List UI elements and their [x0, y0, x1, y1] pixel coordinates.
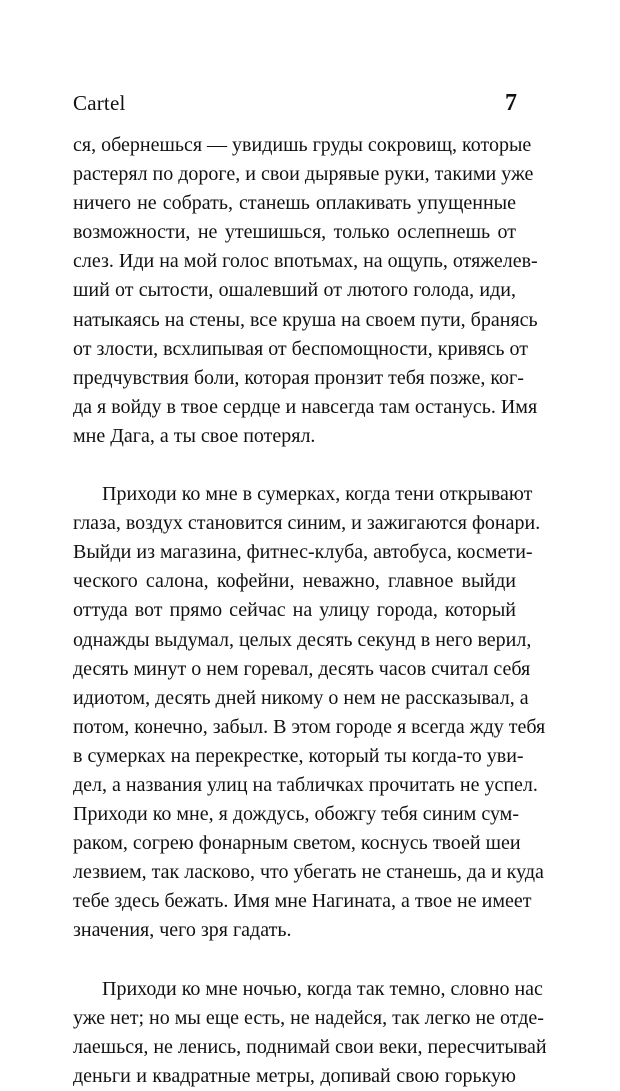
paragraph-2 [73, 480, 546, 946]
text-line: тебе здесь бежать. Имя мне Нагината, а твое не имеет [73, 890, 532, 913]
text-line: Приходи ко мне в сумерках, когда тени открывают [102, 483, 533, 506]
text-line: возможности, не утешишься, только ослепнешь от [73, 221, 516, 244]
text-line: ничего не собрать, станешь оплакивать упущенные [73, 192, 516, 215]
text-line: идиотом, десять дней никому о нем не рассказывал, а [73, 686, 529, 709]
text-line: в сумерках на перекрестке, который ты когда-то уви- [73, 744, 524, 767]
text-line: дел, а названия улиц на табличках прочитать не успел. [73, 773, 538, 796]
text-line: лаешься, не ленись, поднимай свои веки, пересчитывай [73, 1035, 547, 1058]
text-line: лезвием, так ласково, что убегать не станешь, да и куда [73, 861, 544, 884]
text-line: однажды выдумал, целых десять секунд в него верил, [73, 628, 532, 651]
text-line: деньги и квадратные метры, допивай свою горькую [73, 1064, 516, 1087]
body-text [73, 131, 547, 1091]
paragraph-spacer [73, 946, 516, 975]
text-line: раком, согрею фонарным светом, коснусь твоей шеи [73, 832, 521, 855]
paragraph-1 [73, 131, 538, 451]
text-line: растерял по дороге, и свои дырявые руки, такими уже [73, 163, 534, 186]
text-line: да я войду в твое сердце и навсегда там останусь. Имя [73, 395, 538, 418]
page-number: 7 [505, 90, 517, 116]
paragraph-3 [73, 975, 547, 1091]
text-line: ся, обернешься — увидишь груды сокровищ, которые [73, 134, 532, 156]
running-header [73, 90, 517, 122]
text-line: потом, конечно, забыл. В этом городе я всегда жду тебя [73, 715, 546, 738]
text-line: предчувствия боли, которая пронзит тебя позже, ког- [73, 366, 524, 389]
text-line: Приходи ко мне ночью, когда так темно, словно нас [102, 977, 543, 1000]
text-line: глаза, воздух становится синим, и зажигаются фонари. [73, 512, 541, 535]
text-line: оттуда вот прямо сейчас на улицу города, который [73, 599, 516, 622]
text-line: Выйди из магазина, фитнес-клуба, автобуса, космети- [73, 541, 533, 564]
text-line: значения, чего зря гадать. [73, 919, 292, 942]
text-line: ческого салона, кофейни, неважно, главное выйди [73, 570, 516, 593]
text-line: Приходи ко мне, я дождусь, обожгу тебя синим сум- [73, 803, 519, 826]
paragraph-spacer [73, 451, 516, 480]
text-line: слез. Иди на мой голос впотьмах, на ощупь, отяжелев- [73, 250, 538, 273]
text-line: натыкаясь на стены, все круша на своем пути, бранясь [73, 308, 538, 331]
running-title: Cartel [73, 91, 126, 115]
text-line: мне Дага, а ты свое потерял. [73, 424, 316, 447]
text-line: от злости, всхлипывая от беспомощности, кривясь от [73, 337, 529, 360]
text-line: уже нет; но мы еще есть, не надейся, так легко не отде- [73, 1006, 544, 1029]
text-line: десять минут о нем горевал, десять часов считал себя [73, 657, 531, 680]
text-line: ший от сытости, ошалевший от лютого голода, иди, [73, 279, 516, 302]
